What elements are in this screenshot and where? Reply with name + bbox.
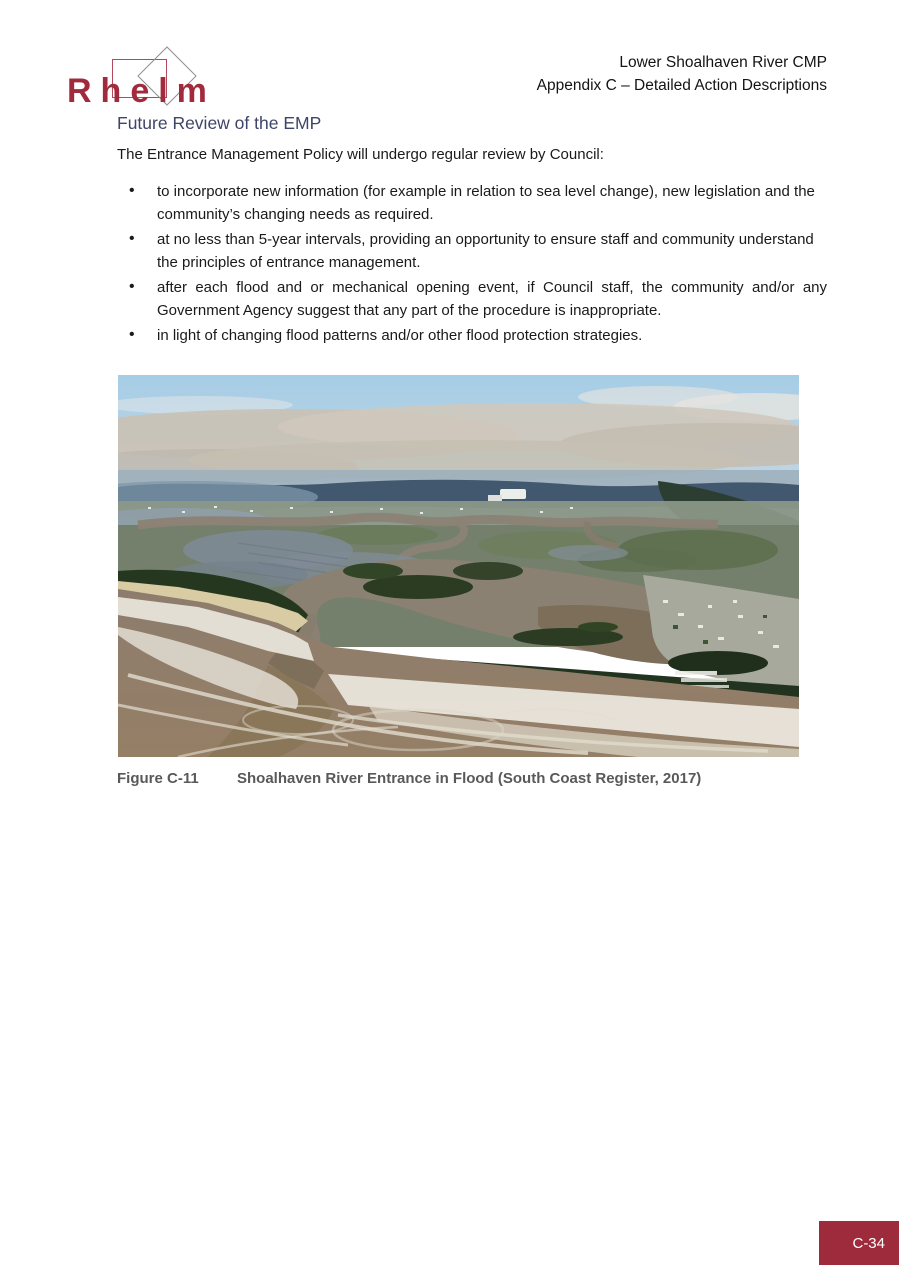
figure-caption-row [117,769,827,789]
bullet-item: • at no less than 5-year intervals, providing an opportunity to ensure staff and community understand the principles of entrance management. [117,228,827,275]
bullet-item: • in light of changing flood patterns and/or other flood protection strategies. [117,324,827,348]
figure-caption: Shoalhaven River Entrance in Flood (South Coast Register, 2017) [237,770,702,787]
logo-text: Rhelm [67,72,216,110]
intro-paragraph: The Entrance Management Policy will undergo regular review by Council: [117,146,604,163]
header-line-1: Lower Shoalhaven River CMP [619,54,827,71]
bullet-item: • to incorporate new information (for example in relation to sea level change), new legislation and the community’s changing needs as required. [117,180,827,227]
bullet-item: • after each flood and or mechanical opening event, if Council staff, the community and/or any Government Agency suggest that any part of the procedure is inappropriate. [117,276,827,323]
figure-image [118,375,799,757]
page-number-badge: C-34 [819,1221,899,1265]
page-header [537,51,827,97]
figure-label: Figure C-11 [117,770,199,787]
content-area [117,112,827,348]
header-line-2: Appendix C – Detailed Action Descriptions [536,77,827,94]
section-title: Future Review of the EMP [117,113,322,133]
rhelm-logo [65,38,240,116]
bullet-list [117,180,827,348]
